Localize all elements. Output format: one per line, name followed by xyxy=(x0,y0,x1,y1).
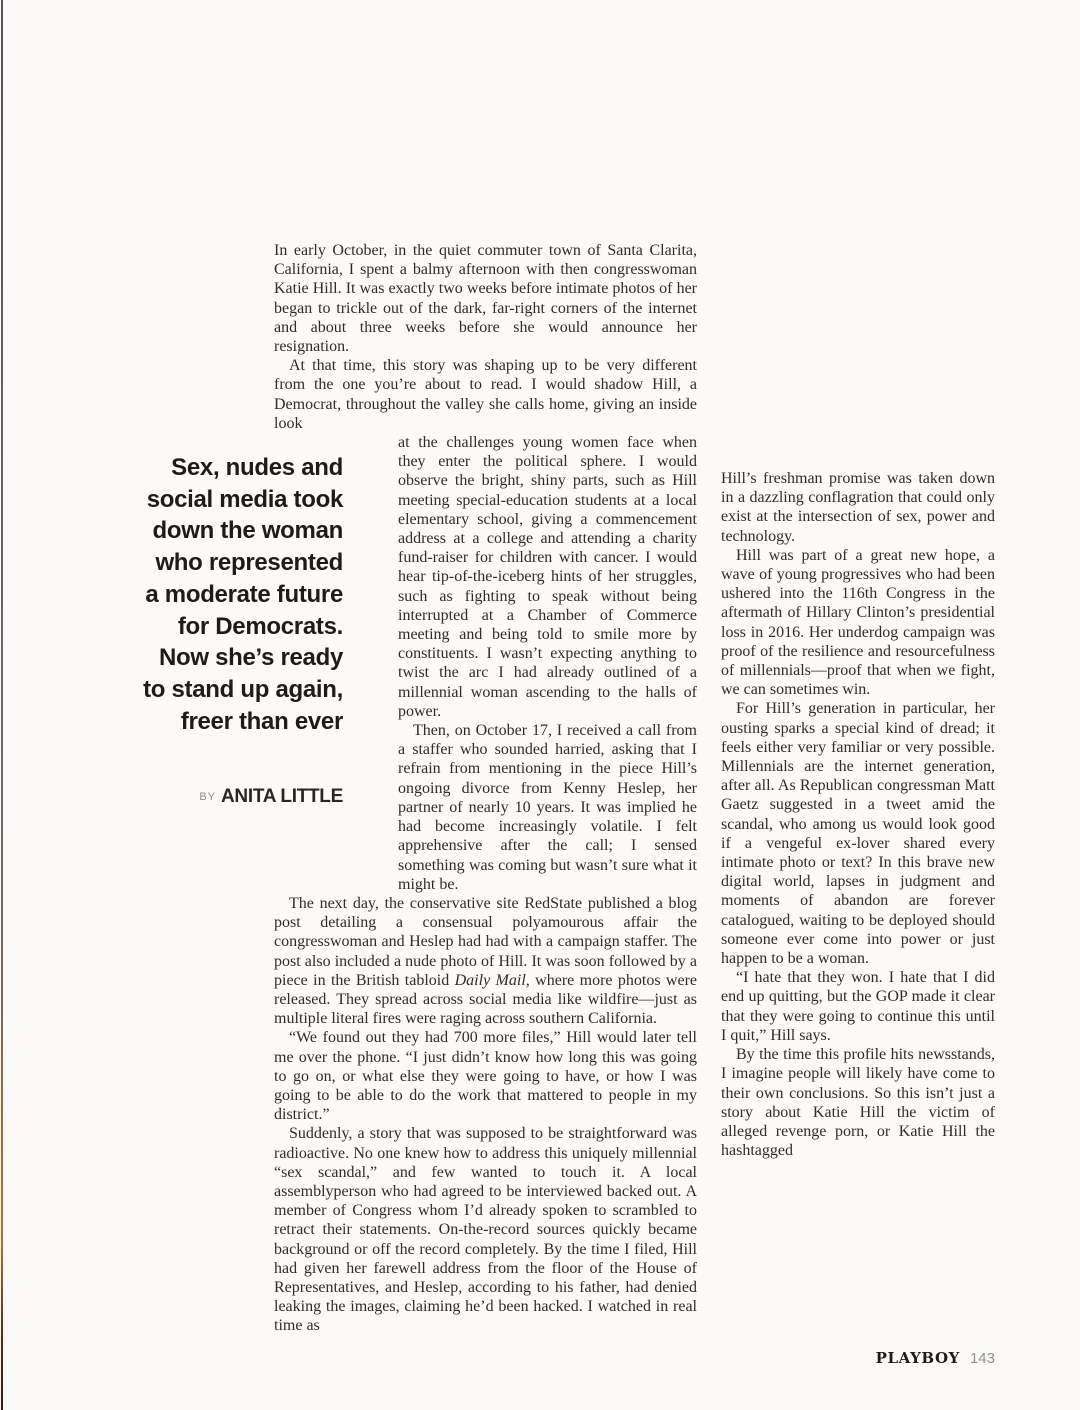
paragraph: “We found out they had 700 more files,” Hill would later tell me over the phone. “I just didn’t know how long this was going to go on, or what else they were going to have, or how I was going to be able to do the work that mattered to people in my district.” xyxy=(274,1029,697,1124)
pull-quote-line: Now she’s ready xyxy=(158,644,343,672)
pull-quote-line: to stand up again, xyxy=(143,675,343,703)
paragraph: In early October, in the quiet commuter town of Santa Clarita, California, I spent a balmy afternoon with then congresswoman Katie Hill. It was exactly two weeks before intimate photos of her began to trickle out of the dark, far-right corners of the internet and about three weeks before she would announce her resignation. xyxy=(274,242,697,356)
page-number: 143 xyxy=(969,1350,995,1367)
middle-column xyxy=(274,241,697,1336)
pull-quote-line: for Democrats. xyxy=(177,612,343,640)
pull-quote-line: Sex, nudes and xyxy=(171,454,343,481)
publication-title-italic: Daily Mail, xyxy=(454,971,530,989)
right-column xyxy=(721,469,995,1160)
paragraph: Then, on October 17, I received a call from a staffer who sounded harried, asking that I refrain from mentioning in the piece Hill’s ongoing divorce from Kenny Heslep, her partner of nearly 10 years. It was implied he had become increasingly volatile. I felt apprehensive after the call; I sensed something was coming but wasn’t sure what it might be. xyxy=(398,722,697,893)
pull-quote-line: a moderate future xyxy=(145,580,343,608)
paragraph xyxy=(274,894,697,1028)
paragraph: By the time this profile hits newsstands, I imagine people will likely have come to their own conclusions. So this isn’t just a story about Katie Hill the victim of alleged revenge porn, or Katie Hill the hashtagged xyxy=(721,1046,995,1160)
pull-quote-line: who represented xyxy=(155,549,343,577)
paragraph: For Hill’s generation in particular, her ousting sparks a special kind of dread; it feels either very familiar or very possible. Millennials are the internet generation, after all. As Republican congressman Matt Gaetz suggested in a tweet amid the scandal, who among us would look good if a vengeful ex-lover shared every intimate photo or text? In this brave new digital world, lapses in judgment and moments of abandon are forever catalogued, waiting to be deployed should someone ever come into power or just happen to be a woman. xyxy=(721,700,995,968)
paragraph-text: where more photos were released. They spread across social media like wildfire—just as multiple literal fires were raging across southern California. xyxy=(274,971,698,1028)
pull-quote-line: freer than ever xyxy=(180,707,343,735)
paragraph-text: The next day, the conservative site RedState published a blog post detailing a consensual polyamourous affair the congresswoman and Heslep had had with a campaign staffer. The post also included a nude photo of Hill. It was soon followed by a piece in the British tabloid xyxy=(274,894,697,989)
paragraph: Suddenly, a story that was supposed to be straightforward was radioactive. No one knew how to address this uniquely millennial “sex scandal,” and few wanted to touch it. A local assemblyperson who had agreed to be interviewed backed out. A member of Congress whom I’d already spoken to scrambled to retract their statements. On-the-record sources quickly became background or off the record completely. By the time I filed, Hill had given her farewell address from the floor of the House of Representatives, and Heslep, according to his father, had denied leaking the images, claiming he’d been hacked. I watched in real time as xyxy=(274,1125,697,1335)
pull-quote-wrap-spacer xyxy=(274,433,398,876)
pull-quote-line: social media took xyxy=(146,485,343,513)
byline-author-name: ANITA LITTLE xyxy=(221,786,343,808)
byline-prefix: BY xyxy=(199,791,216,804)
paragraph: at the challenges young women face when they enter the political sphere. I would observe the bright, shiny parts, such as Hill meeting special-education students at a local elementary school, giving a commencement address at a college and attending a charity fund-raiser for children with cancer. I would hear tip-of-the-iceberg hints of her struggles, such as fighting to speak without being interrupted at a Chamber of Commerce meeting and being told to smile more by constituents. I wasn’t expecting anything to twist the arc I had already outlined of a millennial woman ascending to the halls of power. xyxy=(398,434,697,720)
paragraph: Hill was part of a great new hope, a wave of young progressives who had been ushered into the 116th Congress in the aftermath of Hillary Clinton’s presidential loss in 2016. Her underdog campaign was proof of the resilience and resourcefulness of millennials—proof that when we fight, we can sometimes win. xyxy=(721,546,995,699)
page-edge-scan-line xyxy=(1,0,3,1410)
page-folio xyxy=(876,1349,995,1368)
paragraph: Hill’s freshman promise was taken down in a dazzling conflagration that could only exist at the intersection of sex, power and technology. xyxy=(721,470,995,545)
pull-quote-line: down the woman xyxy=(152,517,343,545)
paragraph: “I hate that they won. I hate that I did end up quitting, but the GOP made it clear that they were going to continue this until I quit,” Hill says. xyxy=(721,969,995,1044)
paragraph: At that time, this story was shaping up to be very different from the one you’re about to read. I would shadow Hill, a Democrat, throughout the valley she calls home, giving an inside look xyxy=(274,357,697,432)
magazine-name: PLAYBOY xyxy=(875,1349,960,1367)
